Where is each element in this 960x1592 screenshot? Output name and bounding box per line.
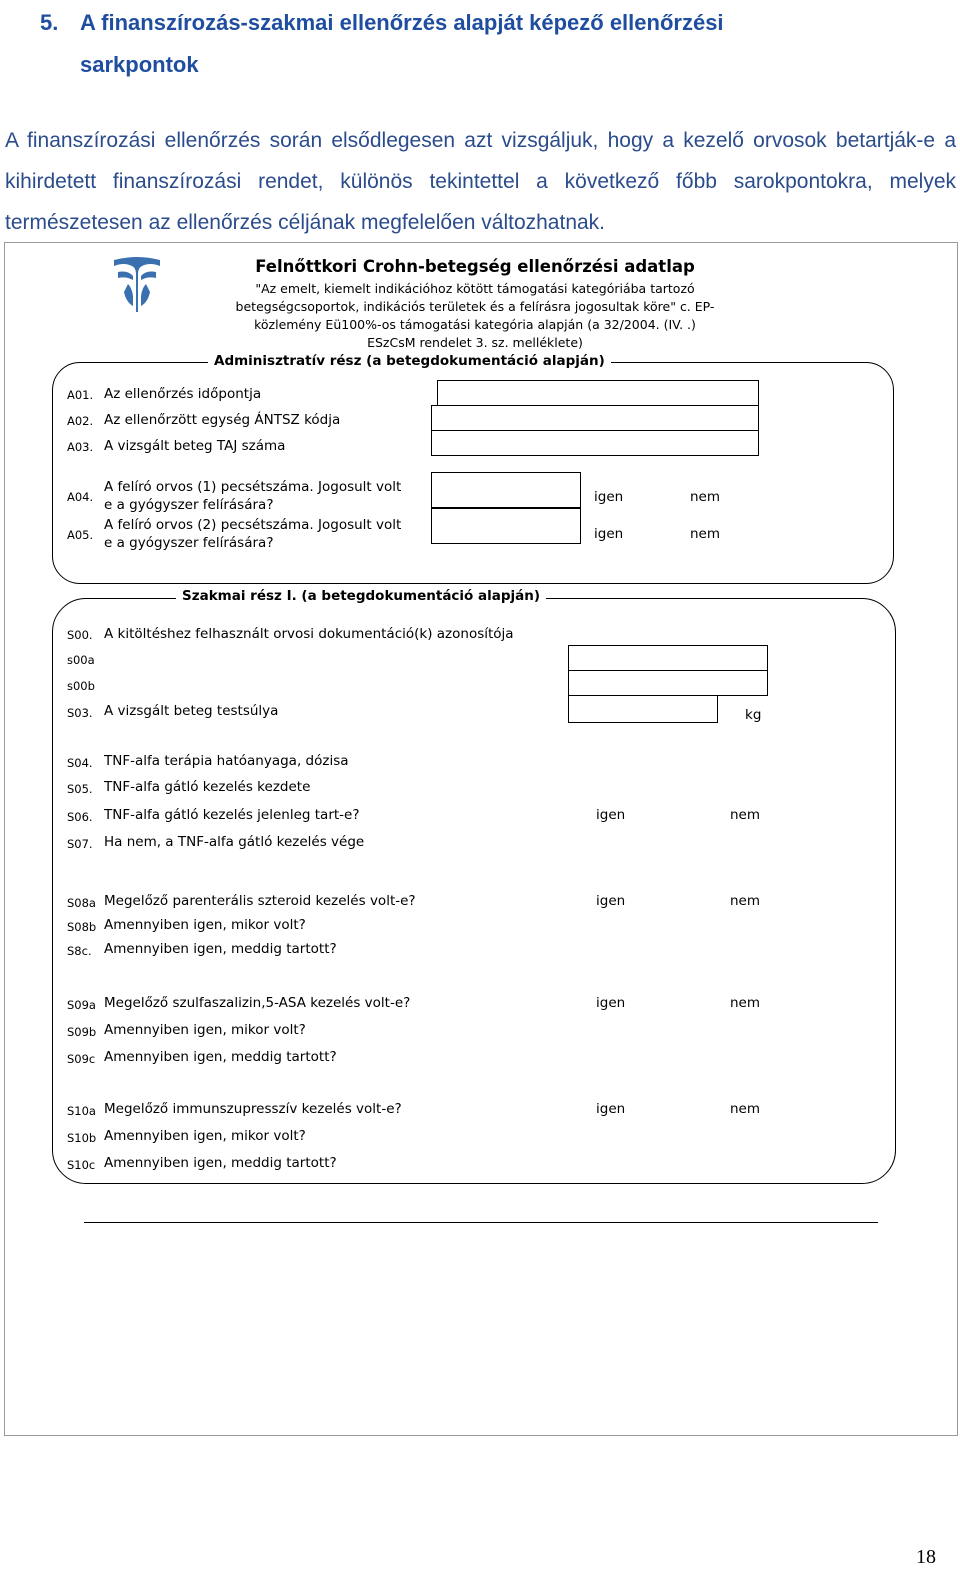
row-code: S07. — [67, 837, 93, 851]
intro-text: A finanszírozási ellenőrzés során elsődlegesen azt vizsgáljuk, hogy a kezelő orvosok betartják-e a kihirdetett finanszírozási rendet, különös tekintettel a következő főbb sarokpontokra, melyek természetesen az ellenőrzés céljának megfelelően változhatnak. — [5, 129, 956, 234]
row-label: Megelőző szulfaszalizin,5-ASA kezelés volt-e? — [104, 995, 411, 1011]
row-code: S04. — [67, 756, 93, 770]
form-subtitle-2: betegségcsoportok, indikációs területek és a felírásra jogosultak köre" c. EP- — [235, 299, 715, 314]
no-option[interactable]: nem — [690, 526, 721, 542]
row-label: Amennyiben igen, meddig tartott? — [104, 941, 337, 957]
clinical-section-label — [176, 588, 546, 604]
row-code: S06. — [67, 810, 93, 824]
row-label: Az ellenőrzött egység ÁNTSZ kódja — [104, 412, 341, 428]
no-option[interactable]: nem — [730, 995, 761, 1011]
document-id-a-input[interactable] — [568, 645, 768, 671]
form-title: Felnőttkori Crohn-betegség ellenőrzési adatlap — [255, 257, 695, 276]
row-code: S03. — [67, 706, 93, 720]
admin-rule-left — [102, 362, 194, 363]
admin-section-label: Adminisztratív rész (a betegdokumentáció alapján) — [208, 353, 611, 369]
inspection-date-input[interactable] — [437, 380, 759, 406]
section-heading — [40, 2, 940, 86]
row-code: A04. — [67, 490, 94, 504]
row-label: A felíró orvos (2) pecsétszáma. Jogosult volt — [104, 517, 402, 533]
clinical-section-title: Szakmai rész I. (a betegdokumentáció alapján) — [182, 588, 541, 604]
form-subtitle-3: közlemény Eü100%-os támogatási kategória alapján (a 32/2004. (IV. .) — [254, 317, 696, 332]
no-option[interactable]: nem — [730, 1101, 761, 1117]
row-code: S10c — [67, 1158, 96, 1172]
section-title-line1: A finanszírozás-szakmai ellenőrzés alapját képező ellenőrzési — [80, 10, 724, 35]
yes-option[interactable]: igen — [596, 995, 626, 1011]
row-code: S10a — [67, 1104, 96, 1118]
row-code: S08a — [67, 896, 96, 910]
row-label: Megelőző parenterális szteroid kezelés volt-e? — [104, 893, 416, 909]
row-label: Amennyiben igen, meddig tartott? — [104, 1049, 337, 1065]
row-label: e a gyógyszer felírására? — [104, 497, 274, 513]
document-id-b-input[interactable] — [568, 670, 768, 696]
row-code: S09a — [67, 998, 96, 1012]
row-label: TNF-alfa gátló kezelés kezdete — [104, 779, 311, 795]
row-code: A03. — [67, 440, 94, 454]
row-label: e a gyógyszer felírására? — [104, 535, 274, 551]
row-label: Ha nem, a TNF-alfa gátló kezelés vége — [104, 834, 365, 850]
form-subtitle-1: "Az emelt, kiemelt indikációhoz kötött támogatási kategóriába tartozó — [255, 281, 695, 296]
unit-label: kg — [745, 707, 762, 723]
logo-icon — [112, 256, 162, 312]
row-label: A vizsgált beteg testsúlya — [104, 703, 279, 719]
prescriber-1-stamp-input[interactable] — [431, 472, 581, 508]
row-label: Amennyiben igen, meddig tartott? — [104, 1155, 337, 1171]
prescriber-2-stamp-input[interactable] — [431, 508, 581, 544]
row-code: A05. — [67, 528, 94, 542]
row-label: TNF-alfa terápia hatóanyaga, dózisa — [104, 753, 349, 769]
form-title-block — [180, 254, 770, 352]
intro-paragraph — [5, 120, 956, 243]
section-number: 5. — [40, 10, 59, 35]
row-label: Megelőző immunszupresszív kezelés volt-e? — [104, 1101, 402, 1117]
yes-option[interactable]: igen — [596, 807, 626, 823]
weight-input[interactable] — [568, 695, 718, 723]
row-code: S09c — [67, 1052, 96, 1066]
section-title-line2: sarkpontok — [80, 52, 199, 77]
antsz-code-input[interactable] — [431, 405, 759, 431]
row-label: A vizsgált beteg TAJ száma — [104, 438, 286, 454]
form-subtitle-4: ESzCsM rendelet 3. sz. melléklete) — [367, 335, 583, 350]
row-code: S05. — [67, 782, 93, 796]
bottom-rule — [84, 1222, 878, 1223]
row-label: A kitöltéshez felhasznált orvosi dokumentáció(k) azonosítója — [104, 626, 514, 642]
row-code: s00a — [67, 653, 95, 667]
yes-option[interactable]: igen — [596, 893, 626, 909]
page-number: 18 — [916, 1546, 936, 1568]
row-code: S08b — [67, 920, 97, 934]
row-label: Amennyiben igen, mikor volt? — [104, 917, 306, 933]
no-option[interactable]: nem — [730, 893, 761, 909]
admin-rule-right — [626, 362, 860, 363]
row-code: S09b — [67, 1025, 97, 1039]
row-code: S00. — [67, 628, 93, 642]
row-code: A01. — [67, 388, 94, 402]
row-label: Amennyiben igen, mikor volt? — [104, 1022, 306, 1038]
yes-option[interactable]: igen — [596, 1101, 626, 1117]
row-code: S10b — [67, 1131, 97, 1145]
yes-option[interactable]: igen — [594, 489, 624, 505]
row-code: s00b — [67, 679, 95, 693]
taj-number-input[interactable] — [431, 430, 759, 456]
row-label: TNF-alfa gátló kezelés jelenleg tart-e? — [104, 807, 360, 823]
row-label: Az ellenőrzés időpontja — [104, 386, 262, 402]
row-label: A felíró orvos (1) pecsétszáma. Jogosult volt — [104, 479, 402, 495]
no-option[interactable]: nem — [690, 489, 721, 505]
row-code: A02. — [67, 414, 94, 428]
row-code: S8c. — [67, 944, 92, 958]
clinical-section-box — [52, 598, 896, 1184]
no-option[interactable]: nem — [730, 807, 761, 823]
row-label: Amennyiben igen, mikor volt? — [104, 1128, 306, 1144]
yes-option[interactable]: igen — [594, 526, 624, 542]
